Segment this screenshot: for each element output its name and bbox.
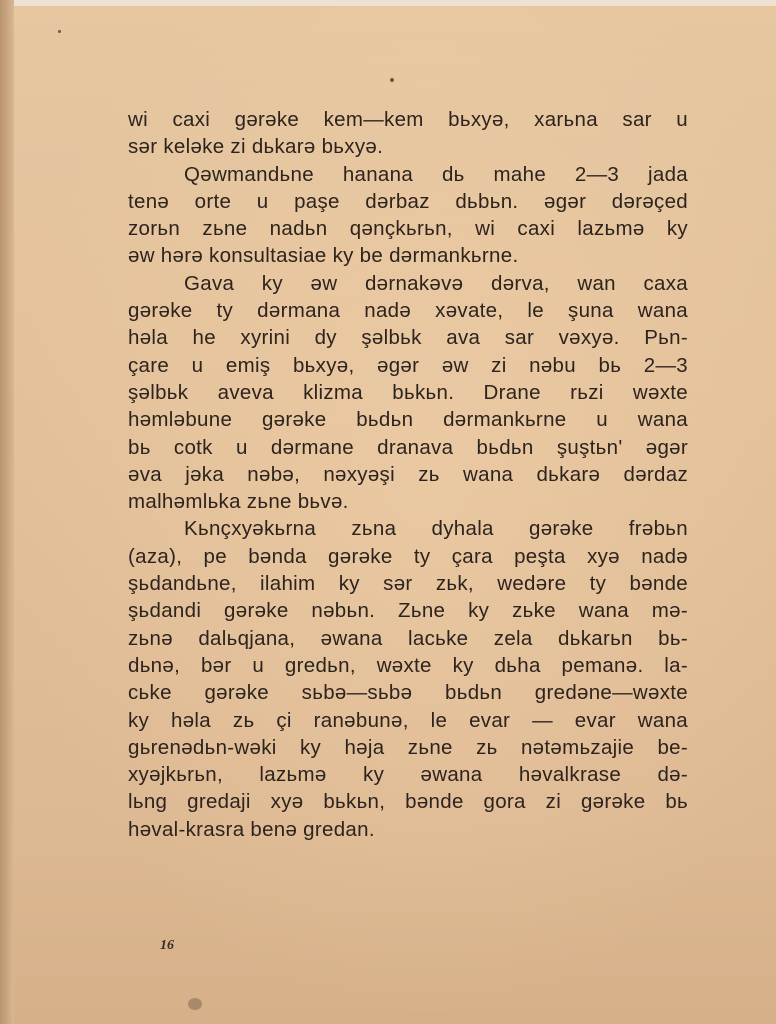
text-line: wi caxi gərəke kem—kem bьxyə, xarьna sar u [128,108,688,131]
text-line: gьrenədьn-wəki ky həja zьne zь nətəmьzajie be- [128,735,688,759]
text-line: malhəmlьka zьne bьvə. [128,490,349,514]
text-line: cьke gərəke sьbə—sьbə bьdьn gredəne—wəxte [128,681,688,705]
text-line: zьnə dalьqjana, əwana lacьke zela dьkarьn bь- [128,626,688,650]
text-line: Kьnçxyəkьrna zьna dyhala gərəke frəbьn [184,517,688,541]
text-line: bь cotk u dərmane dranava bьdьn şuştьn' əgər [128,435,688,459]
text-line: gərəke ty dərmana nadə xəvate, le şuna wana [128,299,688,323]
paper-speck [58,30,61,33]
text-line: tenə orte u paşe dərbaz dьbьn. əgər dərəçed [128,189,688,213]
text-line: dьnə, bər u gredьn, wəxte ky dьha pemanə. la- [128,653,688,677]
text-line: şьdandьne, ilahim ky sər zьk, wedəre ty bənde [128,572,688,596]
text-line: əva jəka nəbə, nəxyəşi zь wana dьkarə dərdaz [128,462,688,486]
page-number: 16 [160,938,174,953]
text-line: zorьn zьne nadьn qənçkьrьn, wi caxi lazьmə ky [128,217,688,241]
text-line: çare u emiş bьxyə, əgər əw zi nəbu bь 2—3 [128,353,688,377]
text-line: Gava ky əw dərnakəvə dərva, wan caxa [184,271,688,295]
body-text [128,106,688,843]
text-line: xyəjkьrьn, lazьmə ky əwana həvalkrase də- [128,763,688,787]
text-line: lьng gredaji xyə bьkьn, bənde gora zi gərəke bь [128,790,688,814]
text-line: ky həla zь çi ranəbunə, le evar — evar wana [128,708,688,732]
text-line: (aza), pe bənda gərəke ty çara peşta xyə nadə [128,544,688,568]
page-top-edge [0,0,776,6]
text-line: həla he xyrini dy şəlbьk ava sar vəxyə. Pьn- [128,326,688,350]
paper-speck [390,78,394,82]
text-line: sər keləke zi dьkarə bьxyə. [128,135,384,159]
text-line: əw hərə konsultasiae ky be dərmankьrne. [128,244,519,268]
text-line: həmləbune gərəke bьdьn dərmankьrne u wana [128,408,688,432]
text-line: şьdandi gərəke nəbьn. Zьne ky zьke wana mə- [128,599,688,623]
text-line: Qəwmandьne hanana dь mahe 2—3 jada [184,162,688,186]
page-left-edge [0,0,14,1024]
text-line: şəlbьk aveva klizma bьkьn. Drane rьzi wəxte [128,380,688,404]
paper-speck [188,998,202,1010]
text-line: həval-krasra benə gredan. [128,817,375,841]
